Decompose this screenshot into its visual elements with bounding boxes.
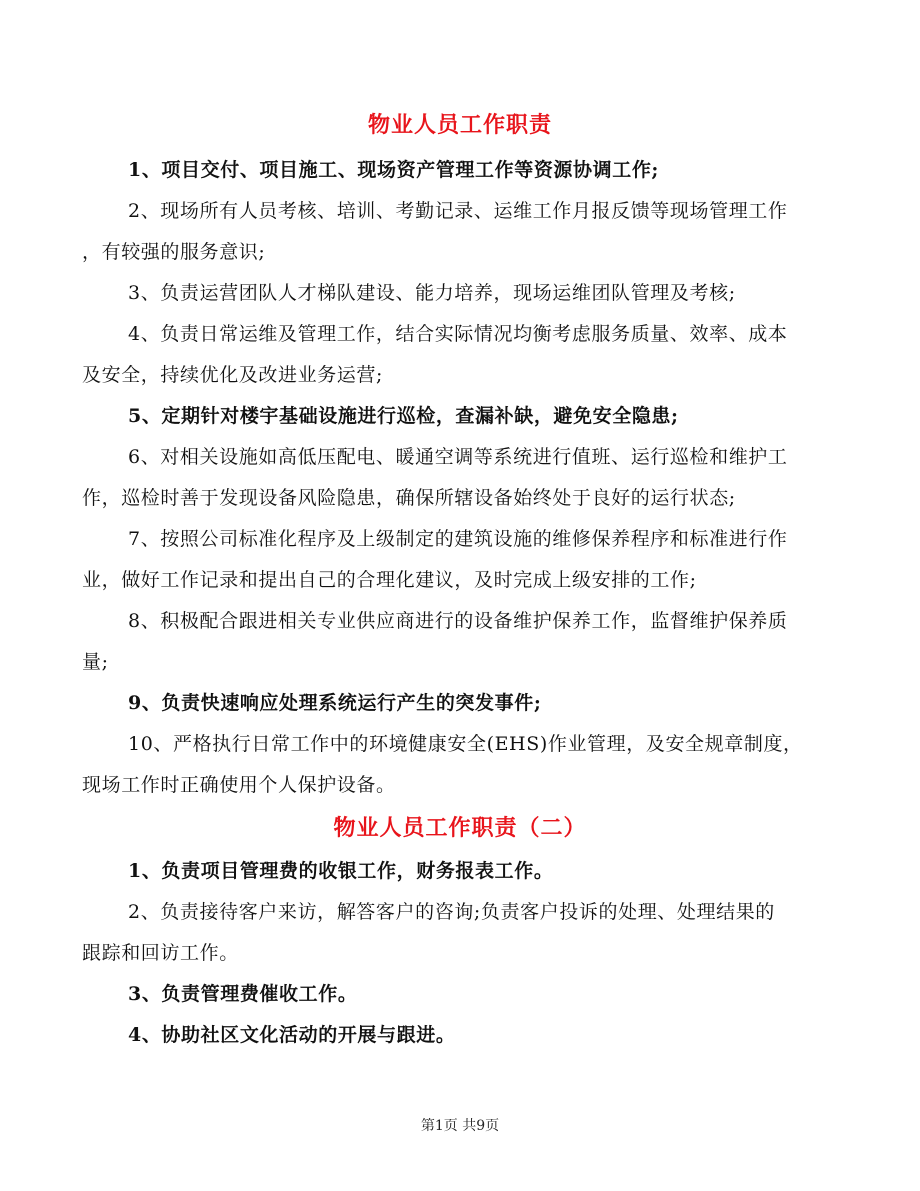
s1-item-6: 6、对相关设施如高低压配电、暖通空调等系统进行值班、运行巡检和维护工 — [128, 446, 788, 468]
s2-item-4: 4、协助社区文化活动的开展与跟进。 — [128, 1024, 456, 1046]
s1-item-3: 3、负责运营团队人才梯队建设、能力培养，现场运维团队管理及考核; — [128, 282, 736, 304]
s1-item-6-cont: 作，巡检时善于发现设备风险隐患，确保所辖设备始终处于良好的运行状态; — [82, 487, 736, 509]
s1-item-9: 9、负责快速响应处理系统运行产生的突发事件; — [128, 692, 542, 714]
s2-item-2-cont: 跟踪和回访工作。 — [82, 942, 239, 964]
s2-item-2: 2、负责接待客户来访，解答客户的咨询;负责客户投诉的处理、处理结果的 — [128, 901, 775, 923]
s1-item-2-cont: ，有较强的服务意识; — [82, 241, 266, 263]
s1-item-2: 2、现场所有人员考核、培训、考勤记录、运维工作月报反馈等现场管理工作 — [128, 200, 788, 222]
s1-item-10-cont: 现场工作时正确使用个人保护设备。 — [82, 774, 396, 796]
s1-item-1: 1、项目交付、项目施工、现场资产管理工作等资源协调工作; — [128, 159, 660, 181]
s1-item-7-cont: 业，做好工作记录和提出自己的合理化建议，及时完成上级安排的工作; — [82, 569, 697, 591]
s1-item-10: 10、严格执行日常工作中的环境健康安全(EHS)作业管理，及安全规章制度， — [128, 733, 803, 755]
s1-item-8: 8、积极配合跟进相关专业供应商进行的设备维护保养工作，监督维护保养质 — [128, 610, 788, 632]
section-2-title: 物业人员工作职责（二） — [333, 815, 587, 841]
s1-item-8-cont: 量; — [82, 651, 109, 673]
s1-item-7: 7、按照公司标准化程序及上级制定的建筑设施的维修保养程序和标准进行作 — [128, 528, 788, 550]
page-number: 第1页 共9页 — [420, 1118, 500, 1134]
section-1-title: 物业人员工作职责 — [367, 112, 552, 138]
s2-item-1: 1、负责项目管理费的收银工作，财务报表工作。 — [128, 860, 554, 882]
s1-item-4: 4、负责日常运维及管理工作，结合实际情况均衡考虑服务质量、效率、成本 — [128, 323, 788, 345]
s1-item-4-cont: 及安全，持续优化及改进业务运营; — [82, 364, 384, 386]
s1-item-5: 5、定期针对楼宇基础设施进行巡检，查漏补缺，避免安全隐患; — [128, 405, 679, 427]
s2-item-3: 3、负责管理费催收工作。 — [128, 983, 358, 1005]
